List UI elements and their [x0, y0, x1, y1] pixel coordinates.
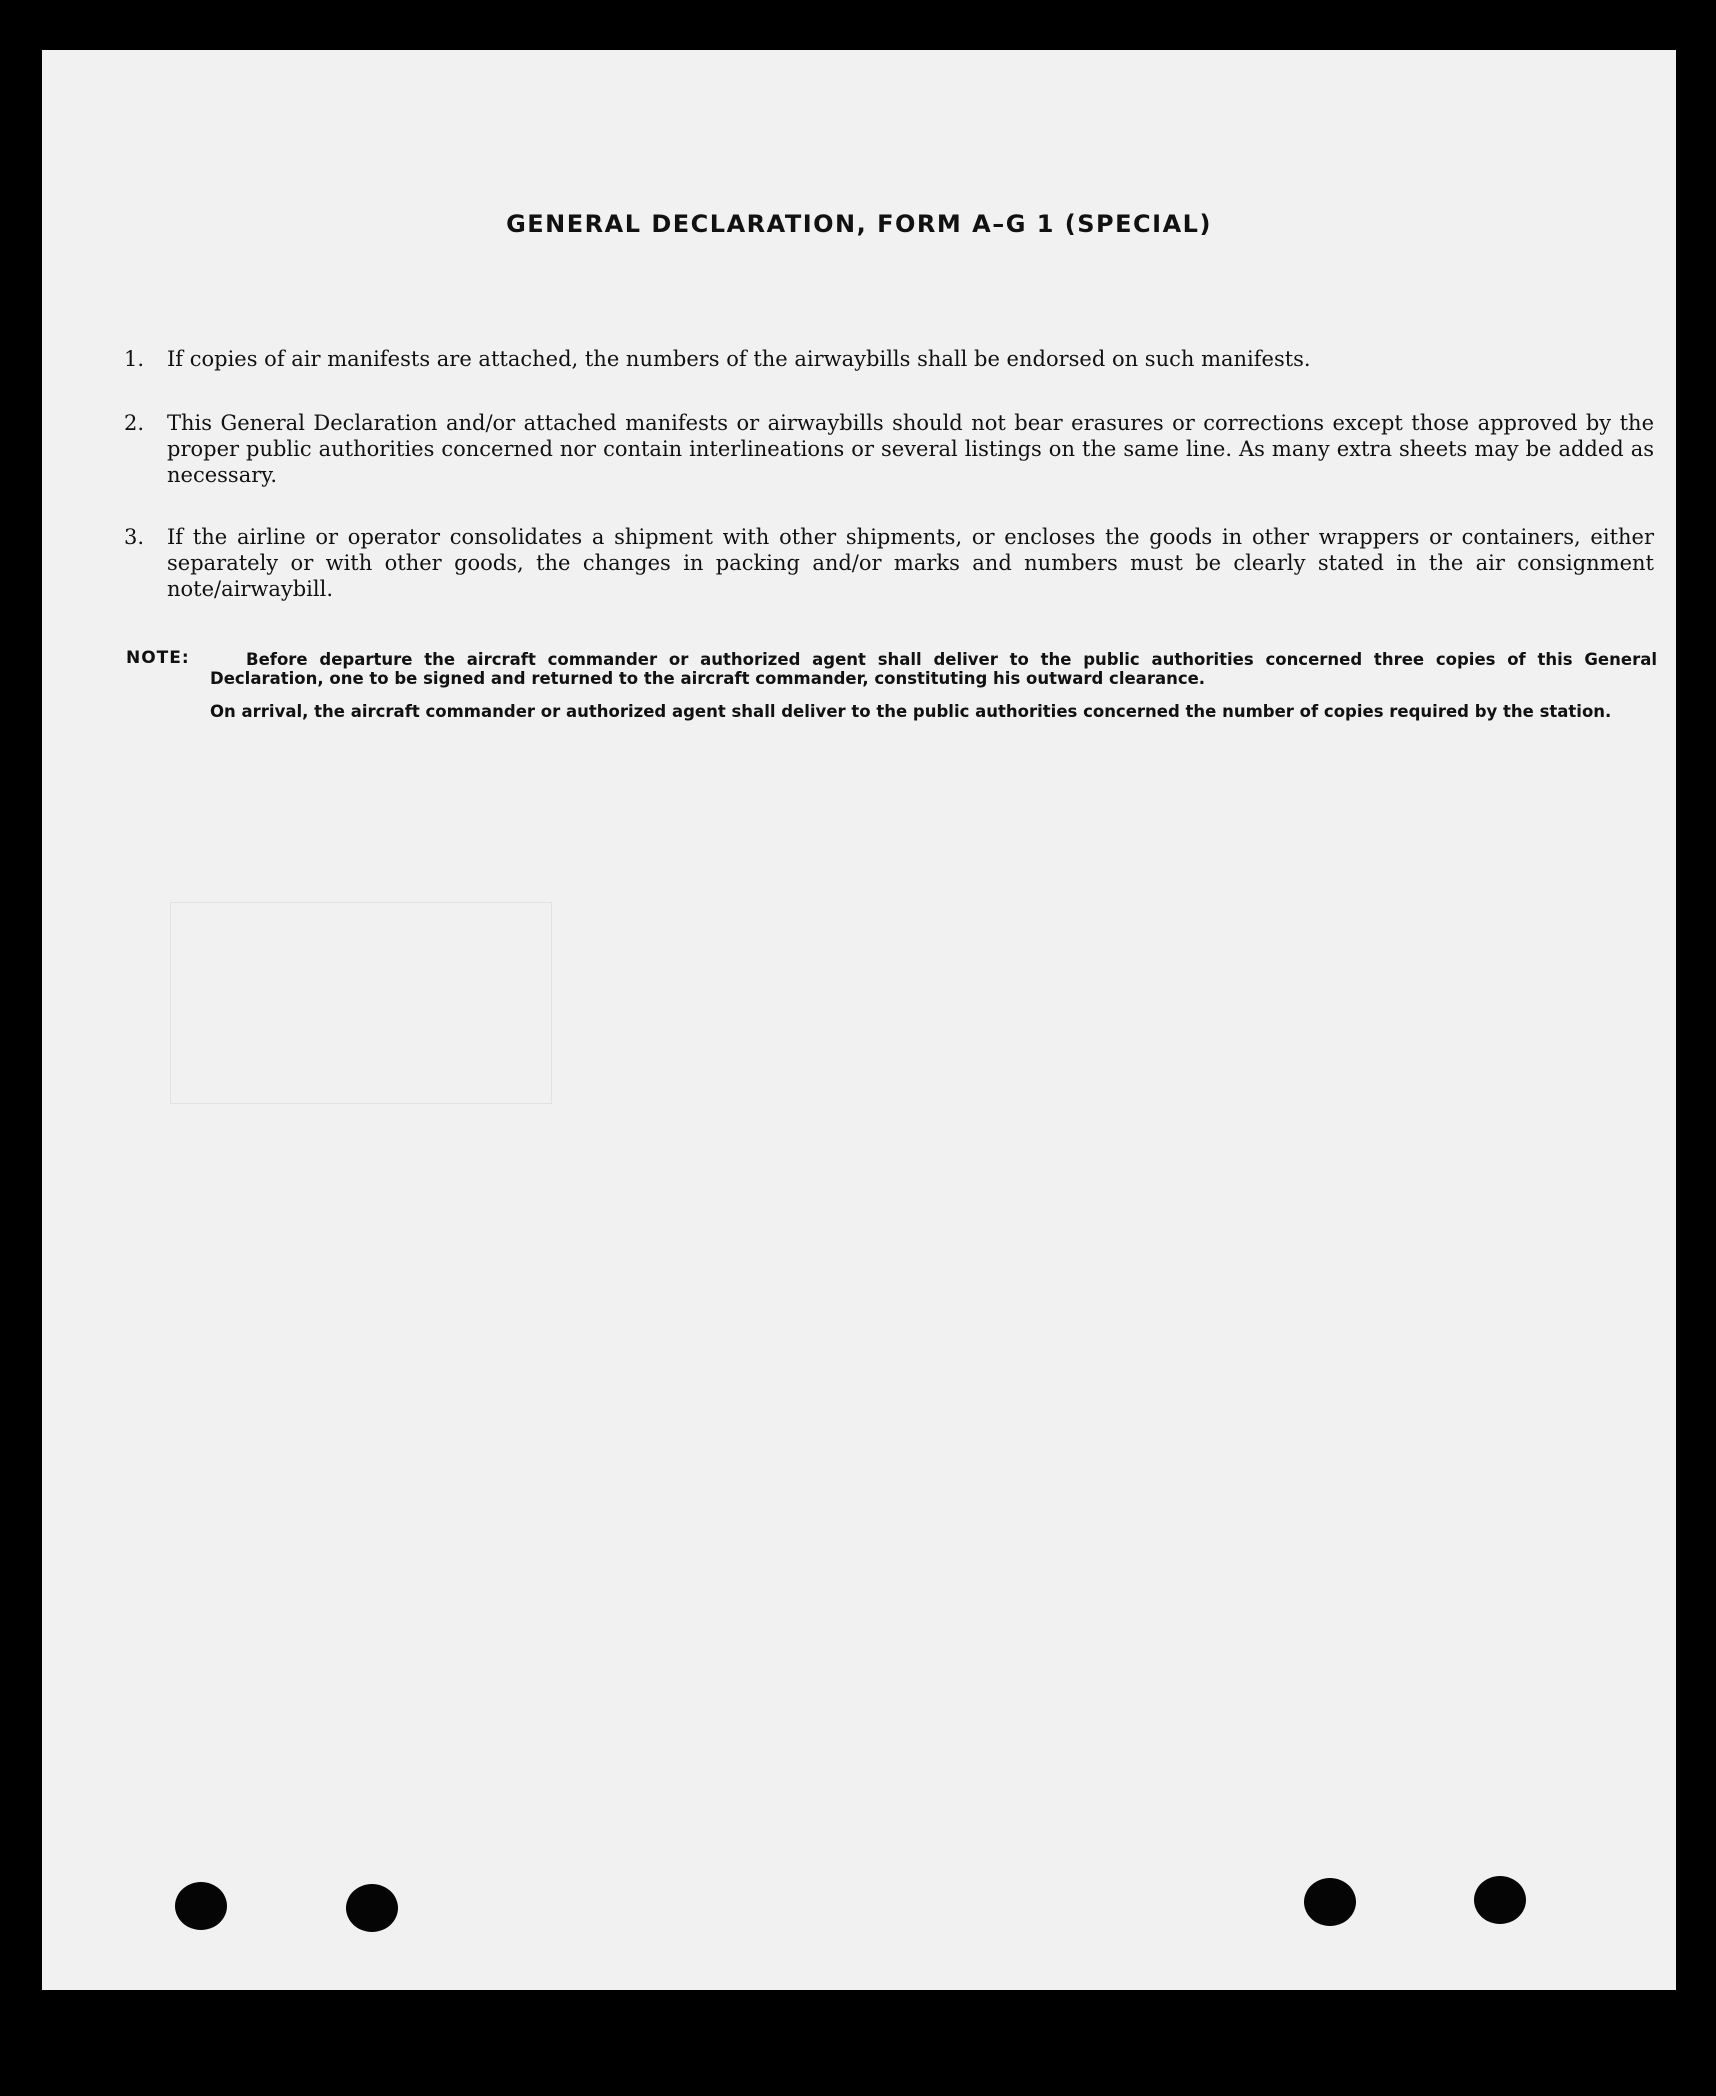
item-text: If copies of air manifests are attached, the numbers of the airwaybills shall be endorsed on such manifests.	[167, 347, 1311, 371]
instruction-item-2	[124, 410, 1654, 488]
punch-hole	[346, 1884, 398, 1932]
item-number: 3.	[124, 525, 145, 549]
document-page	[42, 50, 1676, 1990]
note-paragraph-departure: Before departure the aircraft commander or authorized agent shall deliver to the public authorities concerned three copies of this General Declaration, one to be signed and returned to the aircraft commander, constituting his outward clearance.	[210, 650, 1657, 688]
document-title: GENERAL DECLARATION, FORM A–G 1 (SPECIAL)	[506, 210, 1212, 238]
punch-hole	[1474, 1876, 1526, 1924]
punch-hole	[1304, 1878, 1356, 1926]
instruction-item-1	[124, 346, 1654, 372]
item-number: 1.	[124, 347, 145, 371]
item-number: 2.	[124, 411, 145, 435]
item-text: If the airline or operator consolidates a shipment with other shipments, or encloses the goods in other wrappers or containers, either separately or with other goods, the changes in packing and/or marks and numbers must be clearly stated in the air consignment note/airwaybill.	[167, 525, 1654, 601]
note-paragraph-arrival: On arrival, the aircraft commander or authorized agent shall deliver to the public authorities concerned the number of copies required by the station.	[210, 702, 1612, 721]
faded-stamp	[170, 902, 552, 1104]
punch-hole	[175, 1882, 227, 1930]
item-text: This General Declaration and/or attached manifests or airwaybills should not bear erasures or corrections except those approved by the proper public authorities concerned nor contain interlineations or several listings on the same line. As many extra sheets may be added as necessary.	[167, 411, 1654, 487]
instruction-item-3	[124, 524, 1654, 602]
note-label: NOTE:	[126, 648, 190, 668]
